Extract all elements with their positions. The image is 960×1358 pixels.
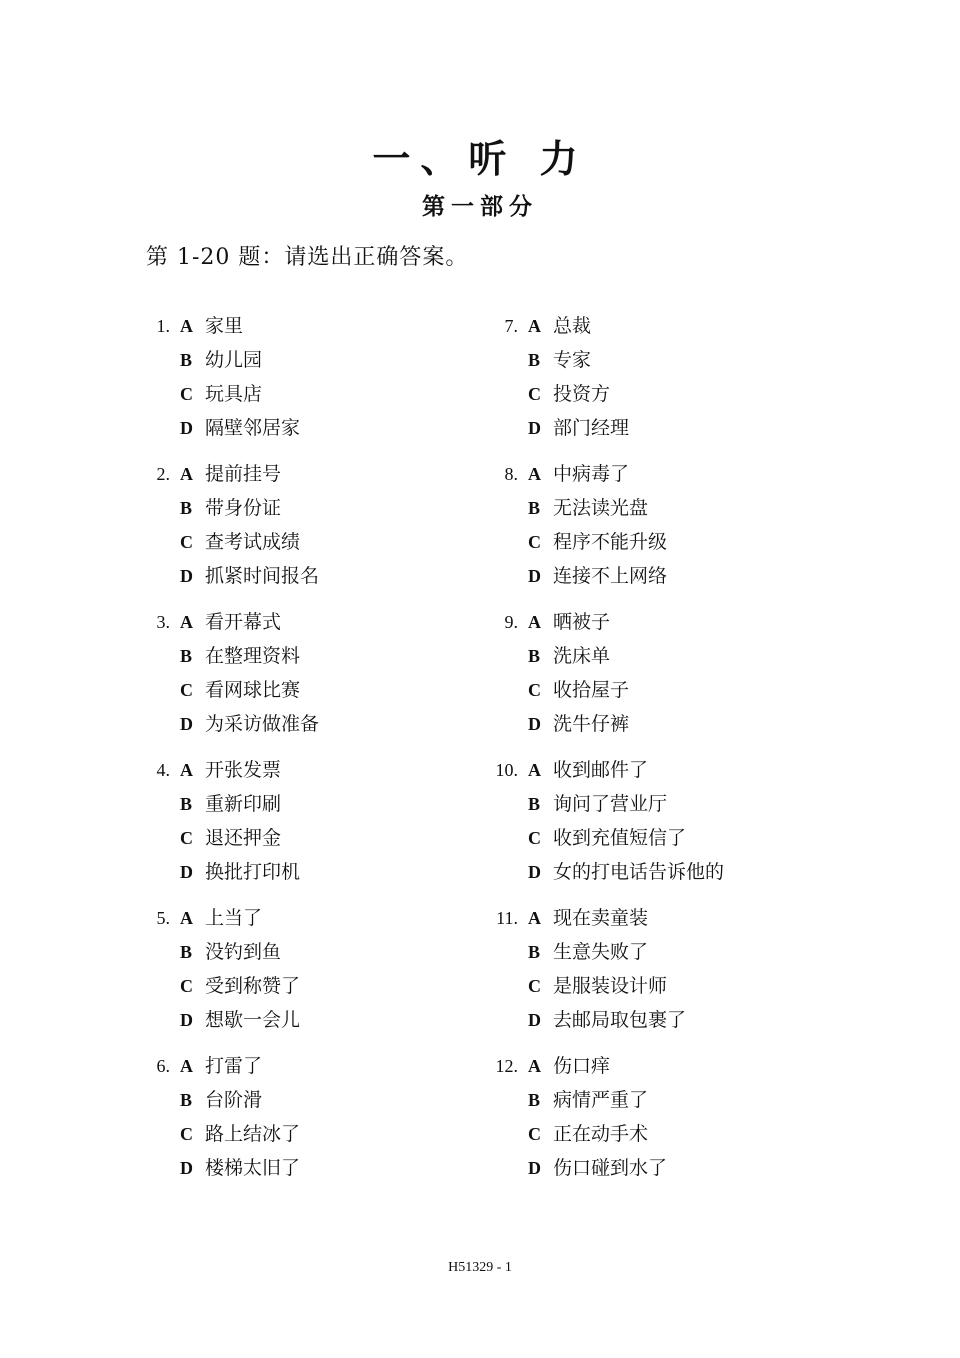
option-text: 上当了 (205, 907, 263, 929)
question-item (140, 609, 520, 757)
option-text: 收到邮件了 (553, 759, 649, 781)
section-title: 一、听 力 (372, 136, 588, 181)
option-text: 无法读光盘 (553, 497, 649, 519)
answer-option (488, 791, 868, 825)
option-letter: B (180, 646, 193, 666)
option-text: 投资方 (553, 383, 611, 405)
option-text: 收拾屋子 (553, 679, 630, 701)
option-text: 询问了营业厅 (553, 793, 668, 815)
answer-option (488, 973, 868, 1007)
question-number: 5. (156, 908, 170, 928)
option-letter: B (180, 350, 193, 370)
option-letter: A (180, 1056, 193, 1076)
question-item (140, 905, 520, 1053)
option-text: 台阶滑 (205, 1089, 263, 1111)
answer-option (488, 1155, 868, 1189)
option-letter: C (180, 976, 193, 996)
answer-option (140, 677, 520, 711)
answer-option (488, 495, 868, 529)
option-letter: C (180, 1124, 193, 1144)
option-letter: A (528, 1056, 541, 1076)
option-letter: B (528, 942, 541, 962)
answer-option (488, 381, 868, 415)
option-text: 程序不能升级 (553, 531, 668, 553)
option-text: 隔壁邻居家 (205, 417, 301, 439)
question-number: 12. (495, 1056, 518, 1076)
answer-option (140, 1155, 520, 1189)
option-text: 退还押金 (205, 827, 282, 849)
option-letter: C (180, 680, 193, 700)
answer-option (140, 495, 520, 529)
instructions: 第 1-20 题：请选出正确答案。 (146, 245, 469, 270)
answer-option (488, 939, 868, 973)
questions-right-column (488, 313, 868, 1201)
option-text: 专家 (553, 349, 592, 371)
answer-option (488, 905, 868, 939)
option-text: 重新印刷 (205, 793, 282, 815)
answer-option (140, 1007, 520, 1041)
answer-option (140, 1121, 520, 1155)
option-text: 收到充值短信了 (553, 827, 687, 849)
question-number: 4. (156, 760, 170, 780)
answer-option (140, 825, 520, 859)
part-title: 第一部分 (422, 193, 538, 220)
option-letter: D (180, 418, 193, 438)
option-text: 路上结冰了 (205, 1123, 301, 1145)
option-letter: B (180, 794, 193, 814)
answer-option (140, 1087, 520, 1121)
question-item (140, 313, 520, 461)
option-letter: C (528, 828, 541, 848)
option-letter: C (528, 1124, 541, 1144)
option-text: 开张发票 (205, 759, 282, 781)
option-text: 洗牛仔裤 (553, 713, 630, 735)
option-text: 看网球比赛 (205, 679, 301, 701)
option-text: 总裁 (553, 315, 592, 337)
option-letter: B (528, 498, 541, 518)
answer-option (140, 905, 520, 939)
question-number: 7. (504, 316, 518, 336)
answer-option (488, 415, 868, 449)
answer-option (488, 643, 868, 677)
answer-option (140, 563, 520, 597)
question-item (488, 461, 868, 609)
answer-option (140, 347, 520, 381)
question-number: 9. (504, 612, 518, 632)
option-text: 生意失败了 (553, 941, 649, 963)
option-letter: A (528, 464, 541, 484)
answer-option (140, 711, 520, 745)
answer-option (140, 1053, 520, 1087)
question-item (140, 461, 520, 609)
option-letter: B (180, 498, 193, 518)
option-text: 女的打电话告诉他的 (553, 861, 725, 883)
question-item (488, 757, 868, 905)
answer-option (140, 791, 520, 825)
option-letter: C (180, 828, 193, 848)
answer-option (140, 381, 520, 415)
option-text: 正在动手术 (553, 1123, 649, 1145)
option-text: 带身份证 (205, 497, 282, 519)
option-letter: B (528, 646, 541, 666)
answer-option (488, 461, 868, 495)
question-number: 1. (156, 316, 170, 336)
answer-option (140, 415, 520, 449)
option-letter: D (180, 1158, 193, 1178)
option-letter: D (528, 1158, 541, 1178)
option-text: 换批打印机 (205, 861, 301, 883)
answer-option (140, 609, 520, 643)
option-text: 伤口痒 (553, 1055, 611, 1077)
option-letter: A (180, 908, 193, 928)
question-number: 11. (496, 908, 518, 928)
question-item (140, 1053, 520, 1201)
answer-option (488, 609, 868, 643)
answer-option (488, 313, 868, 347)
option-letter: D (528, 714, 541, 734)
questions-left-column (140, 313, 520, 1201)
option-text: 去邮局取包裹了 (553, 1009, 687, 1031)
option-text: 为采访做准备 (205, 713, 320, 735)
option-letter: B (528, 794, 541, 814)
page-footer: H51329 - 1 (448, 1260, 512, 1275)
question-number: 8. (504, 464, 518, 484)
option-text: 抓紧时间报名 (205, 565, 320, 587)
answer-option (140, 973, 520, 1007)
option-text: 楼梯太旧了 (205, 1157, 301, 1179)
option-text: 是服装设计师 (553, 975, 668, 997)
answer-option (488, 529, 868, 563)
option-letter: D (528, 1010, 541, 1030)
option-letter: D (528, 862, 541, 882)
question-item (140, 757, 520, 905)
option-letter: A (528, 612, 541, 632)
answer-option (488, 825, 868, 859)
option-letter: D (180, 1010, 193, 1030)
option-text: 幼儿园 (205, 349, 263, 371)
answer-option (140, 859, 520, 893)
option-text: 现在卖童装 (553, 907, 649, 929)
option-letter: C (180, 384, 193, 404)
option-text: 打雷了 (205, 1055, 263, 1077)
option-text: 晒被子 (553, 611, 611, 633)
answer-option (488, 1121, 868, 1155)
answer-option (140, 461, 520, 495)
option-text: 玩具店 (205, 383, 263, 405)
question-item (488, 609, 868, 757)
option-text: 看开幕式 (205, 611, 282, 633)
option-letter: C (528, 976, 541, 996)
option-letter: A (180, 760, 193, 780)
option-letter: D (528, 418, 541, 438)
option-letter: C (528, 532, 541, 552)
option-letter: A (528, 908, 541, 928)
option-letter: B (528, 1090, 541, 1110)
option-text: 家里 (205, 315, 244, 337)
option-letter: A (528, 760, 541, 780)
option-text: 受到称赞了 (205, 975, 301, 997)
answer-option (140, 643, 520, 677)
question-number: 10. (495, 760, 518, 780)
option-letter: B (180, 942, 193, 962)
option-text: 没钓到鱼 (205, 941, 282, 963)
answer-option (488, 1007, 868, 1041)
answer-option (488, 859, 868, 893)
question-number: 2. (156, 464, 170, 484)
option-text: 想歇一会儿 (205, 1009, 301, 1031)
option-letter: C (528, 384, 541, 404)
option-letter: A (180, 316, 193, 336)
question-item (488, 1053, 868, 1201)
option-letter: C (180, 532, 193, 552)
answer-option (488, 1053, 868, 1087)
option-letter: D (180, 714, 193, 734)
option-text: 洗床单 (553, 645, 611, 667)
answer-option (488, 757, 868, 791)
answer-option (140, 757, 520, 791)
option-text: 在整理资料 (205, 645, 301, 667)
option-text: 提前挂号 (205, 463, 282, 485)
option-letter: B (180, 1090, 193, 1110)
answer-option (140, 313, 520, 347)
question-item (488, 313, 868, 461)
answer-option (488, 711, 868, 745)
option-letter: D (180, 566, 193, 586)
answer-option (488, 677, 868, 711)
option-letter: A (180, 464, 193, 484)
option-text: 病情严重了 (553, 1089, 649, 1111)
option-text: 部门经理 (553, 417, 630, 439)
answer-option (488, 347, 868, 381)
option-letter: A (528, 316, 541, 336)
option-letter: B (528, 350, 541, 370)
option-letter: D (528, 566, 541, 586)
option-letter: C (528, 680, 541, 700)
question-number: 3. (156, 612, 170, 632)
answer-option (488, 563, 868, 597)
answer-option (140, 939, 520, 973)
answer-option (140, 529, 520, 563)
option-letter: D (180, 862, 193, 882)
option-text: 中病毒了 (553, 463, 630, 485)
question-number: 6. (156, 1056, 170, 1076)
option-text: 连接不上网络 (553, 565, 668, 587)
question-item (488, 905, 868, 1053)
option-text: 伤口碰到水了 (553, 1157, 668, 1179)
answer-option (488, 1087, 868, 1121)
option-text: 查考试成绩 (205, 531, 301, 553)
option-letter: A (180, 612, 193, 632)
